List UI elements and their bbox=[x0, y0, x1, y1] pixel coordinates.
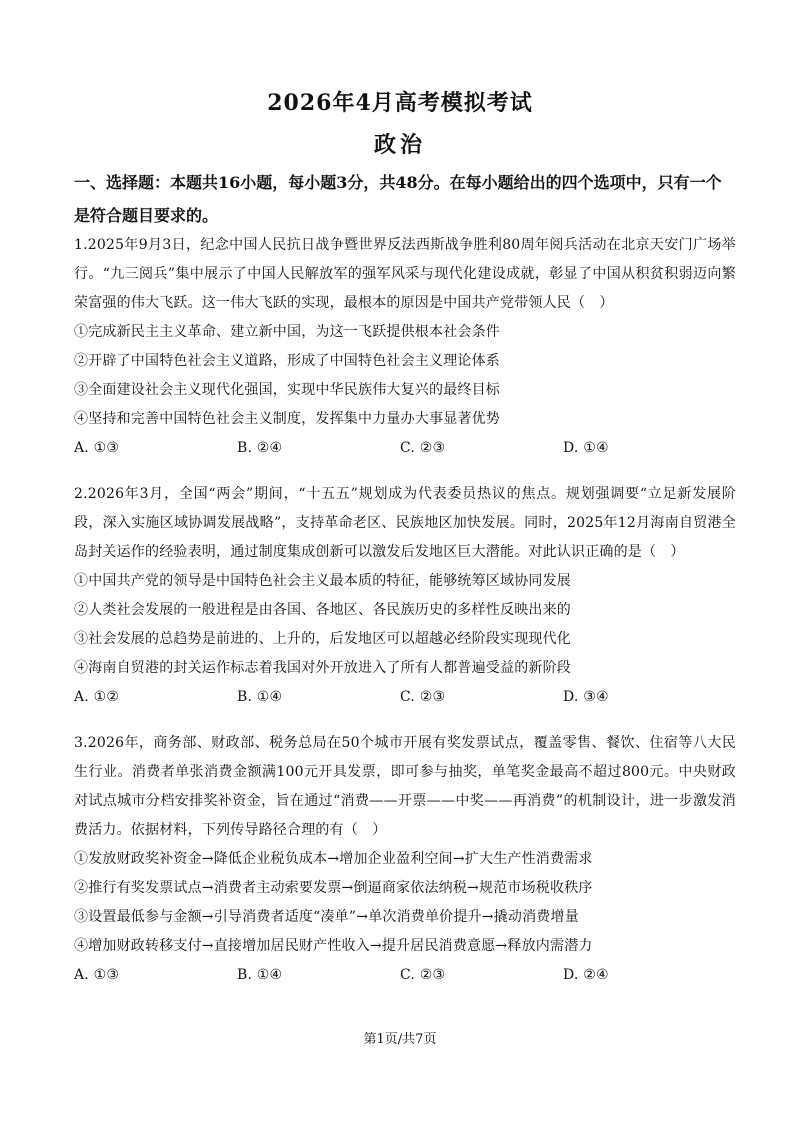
question-stem: 2.2026年3月，全国“两会”期间，“十五五”规划成为代表委员热议的焦点。规划强调要“立足新发展阶段，深入实施区域协调发展战略”，支持革命老区、民族地区加快发展。同时，2025年12月海南自贸港全岛封关运作的经验表明，通过制度集成创新可以激发后发地区巨大潜能。对此认识正确的是（ ） bbox=[74, 486, 736, 560]
question-stem: 3.2026年，商务部、财政部、税务总局在50个城市开展有奖发票试点，覆盖零售、餐饮、住宿等八大民生行业。消费者单张消费金额满100元开具发票，即可参与抽奖，单笔奖金最高不超过800元。中央财政对试点城市分档安排奖补资金，旨在通过“消费——开票——中奖——再消费”的机制设计，进一步激发消费活力。依据材料，下列传导路径合理的有（ ） bbox=[74, 735, 736, 838]
choice-b: B. ①④ bbox=[237, 967, 283, 983]
question-1 bbox=[74, 231, 736, 463]
question-stem: 1.2025年9月3日，纪念中国人民抗日战争暨世界反法西斯战争胜利80周年阅兵活动在北京天安门广场举行。“九三阅兵”集中展示了中国人民解放军的强军风采与现代化建设成就，彰显了中国从积贫积弱迈向繁荣富强的伟大飞跃。这一伟大飞跃的实现，最根本的原因是中国共产党带领人民（ ） bbox=[74, 237, 736, 311]
statement-2: ②开辟了中国特色社会主义道路，形成了中国特色社会主义理论体系 bbox=[74, 353, 500, 369]
statement-4: ④海南自贸港的封关运作标志着我国对外开放进入了所有人都普遍受益的新阶段 bbox=[74, 660, 571, 676]
exam-title: 2026年4月高考模拟考试 bbox=[267, 90, 533, 116]
statement-1: ①中国共产党的领导是中国特色社会主义最本质的特征，能够统筹区域协同发展 bbox=[74, 573, 571, 589]
answer-choices bbox=[74, 961, 736, 990]
statement-4: ④增加财政转移支付→直接增加居民财产性收入→提升居民消费意愿→释放内需潜力 bbox=[74, 938, 593, 954]
choice-d: D. ②④ bbox=[563, 967, 609, 983]
choice-b: B. ②④ bbox=[237, 440, 283, 456]
statement-1: ①发放财政奖补资金→降低企业税负成本→增加企业盈利空间→扩大生产性消费需求 bbox=[74, 851, 593, 867]
choice-c: C. ②③ bbox=[400, 689, 446, 705]
choice-a: A. ①③ bbox=[74, 967, 120, 983]
answer-choices bbox=[74, 683, 736, 712]
choice-c: C. ②③ bbox=[400, 440, 446, 456]
statement-1: ①完成新民主主义革命、建立新中国，为这一飞跃提供根本社会条件 bbox=[74, 324, 500, 340]
page-number: 第1页/共7页 bbox=[363, 1032, 437, 1047]
section-heading: 一、选择题：本题共16小题，每小题3分，共48分。在每小题给出的四个选项中，只有一个是符合题目要求的。 bbox=[74, 173, 722, 225]
choice-d: D. ①④ bbox=[563, 440, 609, 456]
answer-choices bbox=[74, 434, 736, 463]
choice-d: D. ③④ bbox=[563, 689, 609, 705]
statement-2: ②人类社会发展的一般进程是由各国、各地区、各民族历史的多样性反映出来的 bbox=[74, 602, 571, 618]
question-2 bbox=[74, 480, 736, 712]
subject-title: 政治 bbox=[373, 132, 426, 158]
statement-3: ③设置最低参与金额→引导消费者适度“凑单”→单次消费单价提升→撬动消费增量 bbox=[74, 909, 579, 925]
question-3 bbox=[74, 729, 736, 990]
statement-3: ③全面建设社会主义现代化强国，实现中华民族伟大复兴的最终目标 bbox=[74, 382, 500, 398]
choice-a: A. ①② bbox=[74, 689, 120, 705]
choice-a: A. ①③ bbox=[74, 440, 120, 456]
choice-c: C. ②③ bbox=[400, 967, 446, 983]
statement-4: ④坚持和完善中国特色社会主义制度，发挥集中力量办大事显著优势 bbox=[74, 411, 500, 427]
choice-b: B. ①④ bbox=[237, 689, 283, 705]
statement-2: ②推行有奖发票试点→消费者主动索要发票→倒逼商家依法纳税→规范市场税收秩序 bbox=[74, 880, 593, 896]
statement-3: ③社会发展的总趋势是前进的、上升的，后发地区可以超越必经阶段实现现代化 bbox=[74, 631, 571, 647]
